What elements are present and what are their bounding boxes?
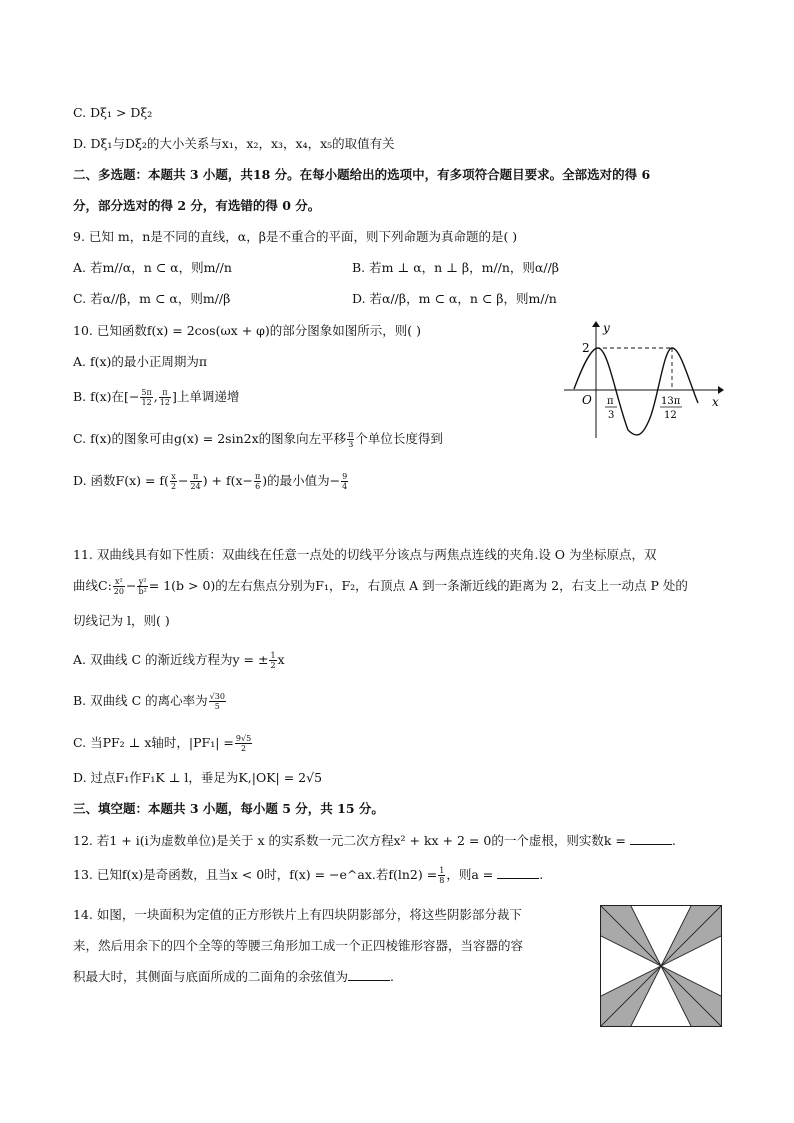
max-value-label: 2 — [582, 341, 590, 355]
q8-option-c: C. Dξ₁ > Dξ₂ — [73, 105, 153, 120]
tick1-denominator: 3 — [608, 410, 615, 421]
q9-stem: 9. 已知 m，n是不同的直线，α，β是不重合的平面，则下列命题为真命题的是( ) — [73, 229, 518, 244]
tick2-numerator: 13π — [661, 396, 681, 407]
answer-blank[interactable] — [630, 832, 672, 845]
q9-option-b: B. 若m ⊥ α，n ⊥ β，m//n，则α//β — [352, 260, 560, 275]
q10-option-c: C. f(x)的图象可由g(x) = 2sin2x的图象向左平移 $\frac{\pi}{3}$ 个单位长度得到 — [73, 430, 443, 449]
q10-option-a: A. f(x)的最小正周期为π — [73, 354, 208, 369]
q11-option-a: A. 双曲线 C 的渐近线方程为y = ± $\frac{1}{2}$ x — [73, 651, 285, 670]
q14-square-figure — [600, 905, 722, 1027]
y-axis-arrow — [592, 321, 600, 327]
fraction: $\frac{9√5}{2}$ — [235, 734, 252, 753]
q9-option-a: A. 若m//α，n ⊂ α，则m//n — [73, 260, 232, 275]
q14-stem-line2: 来，然后用余下的四个全等的等腰三角形加工成一个正四棱锥形容器，当容器的容 — [73, 938, 524, 953]
q9-option-d: D. 若α//β，m ⊂ α，n ⊂ β，则m//n — [352, 291, 557, 306]
q14-stem-line1: 14. 如图，一块面积为定值的正方形铁片上有四块阴影部分，将这些阴影部分裁下 — [73, 907, 522, 922]
q11-option-b: B. 双曲线 C 的离心率为 $\frac{√30}{5}$ — [73, 692, 225, 711]
q9-option-c: C. 若α//β，m ⊂ α，则m//β — [73, 291, 231, 306]
q11-option-d: D. 过点F₁作F₁K ⊥ l，垂足为K,|OK| = 2√5 — [73, 770, 323, 785]
tick2-denominator: 12 — [664, 410, 677, 421]
fraction: $\frac{\pi}{12}$ — [159, 388, 170, 407]
fraction: $\frac{\text{y²}}{\text{b²}}$ — [138, 577, 147, 596]
q13-stem: 13. 已知f(x)是奇函数，且当x < 0时，f(x) = −e^ax.若f(ln2) = $\frac{1}{8}$ ，则a = . — [73, 866, 544, 885]
x-axis-label: x — [712, 395, 719, 409]
answer-blank[interactable] — [348, 968, 390, 981]
y-axis-label: y — [603, 321, 610, 335]
q11-stem-line2: 曲线C: $\frac{\text{x²}}{20}$ − $\frac{\text{y²}}{\text{b²}}$ = 1(b > 0)的左右焦点分别为F₁，F₂，右顶点 A 到一条渐近线的距离为 2，右支上一动点 P 处的 — [73, 577, 688, 596]
q11-stem-line1: 11. 双曲线具有如下性质：双曲线在任意一点处的切线平分该点与两焦点连线的夹角.设 O 为坐标原点，双 — [73, 547, 657, 562]
fraction: $\frac{\text{x²}}{20}$ — [113, 577, 124, 596]
q8-option-d: D. Dξ₁与Dξ₂的大小关系与x₁，x₂，x₃，x₄，x₅的取值有关 — [73, 136, 395, 151]
fraction: $\frac{\pi}{24}$ — [190, 472, 201, 491]
fraction: $\frac{√30}{5}$ — [209, 692, 225, 711]
q10-cosine-graph — [560, 318, 725, 443]
fraction: $\frac{9}{4}$ — [342, 472, 348, 491]
fraction: $\frac{\pi}{6}$ — [255, 472, 261, 491]
q14-stem-line3: 积最大时，其侧面与底面所成的二面角的余弦值为 . — [73, 969, 394, 984]
fraction: $\frac{\pi}{3}$ — [348, 430, 354, 449]
section2-heading-line1: 二、多选题：本题共 3 小题，共18 分。在每小题给出的选项中，有多项符合题目要求。全部选对的得 6 — [73, 167, 651, 182]
q12-stem: 12. 若1 + i(i为虚数单位)是关于 x 的实系数一元二次方程x² + kx + 2 = 0的一个虚根，则实数k = . — [73, 833, 676, 848]
fraction: $\frac{1}{2}$ — [270, 651, 276, 670]
tick1-numerator: π — [607, 396, 614, 407]
answer-blank[interactable] — [497, 866, 539, 879]
q10-option-d: D. 函数F(x) = f( $\frac{x}{2}$ − $\frac{\pi}{24}$ ) + f(x− $\frac{\pi}{6}$ )的最小值为− $\frac{9}{4}$ — [73, 472, 348, 491]
q10-stem: 10. 已知函数f(x) = 2cos(ωx + φ)的部分图象如图所示，则( ) — [73, 323, 421, 338]
section3-heading: 三、填空题：本题共 3 小题，每小题 5 分，共 15 分。 — [73, 801, 384, 816]
q11-option-c: C. 当PF₂ ⊥ x轴时，|PF₁| = $\frac{9√5}{2}$ — [73, 734, 252, 753]
fraction: $\frac{1}{8}$ — [439, 866, 445, 885]
section2-heading-line2: 分，部分选对的得 2 分，有选错的得 0 分。 — [73, 198, 321, 213]
q10-option-b: B. f(x)在[− $\frac{5\pi}{12}$ , $\frac{\pi}{12}$ ]上单调递增 — [73, 388, 240, 407]
fraction: $\frac{5\pi}{12}$ — [141, 388, 152, 407]
x-axis-arrow — [718, 386, 724, 394]
fraction: $\frac{x}{2}$ — [170, 472, 177, 491]
origin-label: O — [582, 393, 592, 407]
q11-stem-line3: 切线记为 l，则( ) — [73, 613, 170, 628]
cosine-curve — [574, 348, 698, 435]
